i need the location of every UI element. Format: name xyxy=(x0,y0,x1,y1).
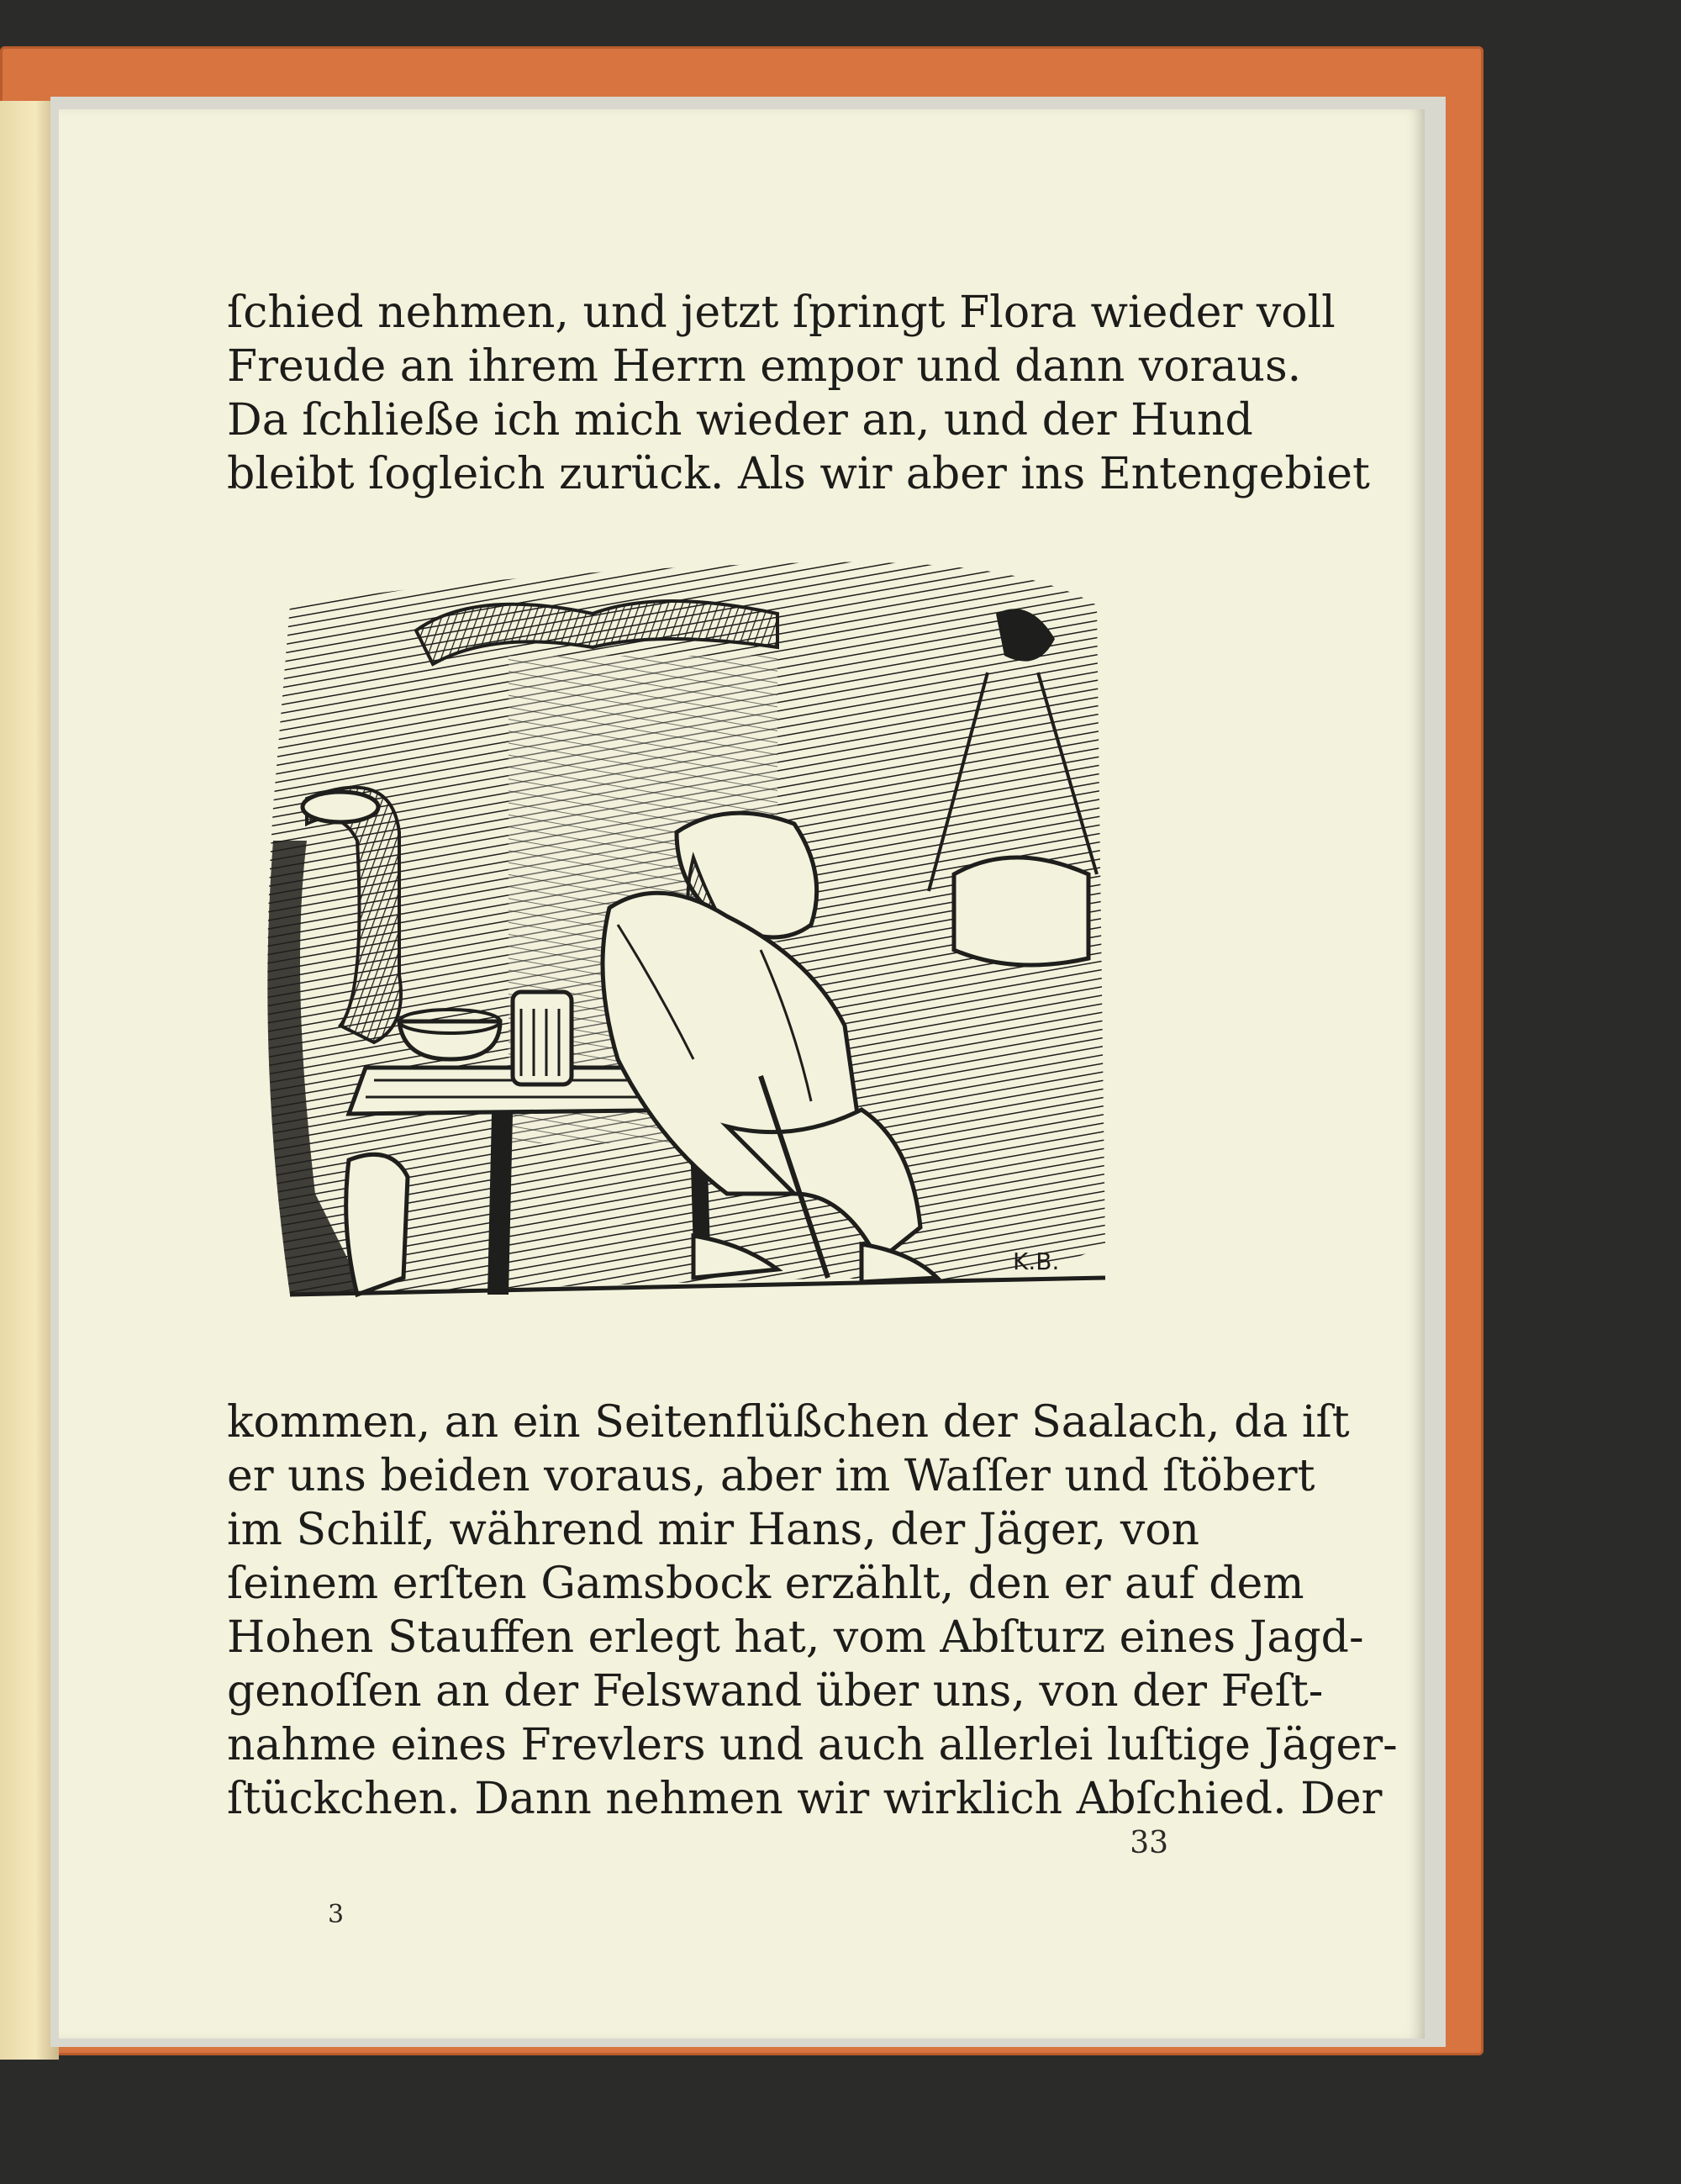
pot-lid xyxy=(303,792,378,822)
text-line: ſeinem erſten Gamsbock erzählt, den er auf dem xyxy=(227,1559,1304,1609)
text-line: ſtückchen. Dann nehmen wir wirklich Abſchied. Der xyxy=(227,1774,1383,1824)
text-line: kommen, an ein Seitenflüßchen der Saalach, da iſt xyxy=(227,1397,1350,1448)
text-line: nahme eines Frevlers und auch allerlei luſtige Jäger- xyxy=(227,1720,1398,1770)
text-line: er uns beiden voraus, aber im Waſſer und ſtöbert xyxy=(227,1451,1315,1501)
woodcut-illustration xyxy=(256,555,1122,1328)
text-block-bottom xyxy=(227,1395,1398,1826)
text-line: im Schilf, während mir Hans, der Jäger, von xyxy=(227,1505,1199,1555)
text-line: bleibt ſogleich zurück. Als wir aber ins Entengebiet xyxy=(227,449,1370,499)
text-line: Freude an ihrem Herrn empor und dann voraus. xyxy=(227,341,1302,392)
text-line: genoſſen an der Felswand über uns, von der Feſt- xyxy=(227,1666,1324,1717)
signature-mark: 3 xyxy=(328,1900,345,1929)
hanging-rucksack xyxy=(954,857,1088,965)
artist-initials: K.B. xyxy=(1013,1248,1060,1275)
table-leg xyxy=(487,1114,513,1295)
text-line: Hohen Stauffen erlegt hat, vom Abſturz eines Jagd- xyxy=(227,1612,1364,1663)
boot xyxy=(346,1154,408,1295)
text-line: ſchied nehmen, und jetzt ſpringt Flora wieder voll xyxy=(227,288,1336,338)
page-number: 33 xyxy=(1130,1826,1168,1860)
text-line: Da ſchließe ich mich wieder an, und der Hund xyxy=(227,395,1253,446)
text-block-top xyxy=(227,286,1370,501)
